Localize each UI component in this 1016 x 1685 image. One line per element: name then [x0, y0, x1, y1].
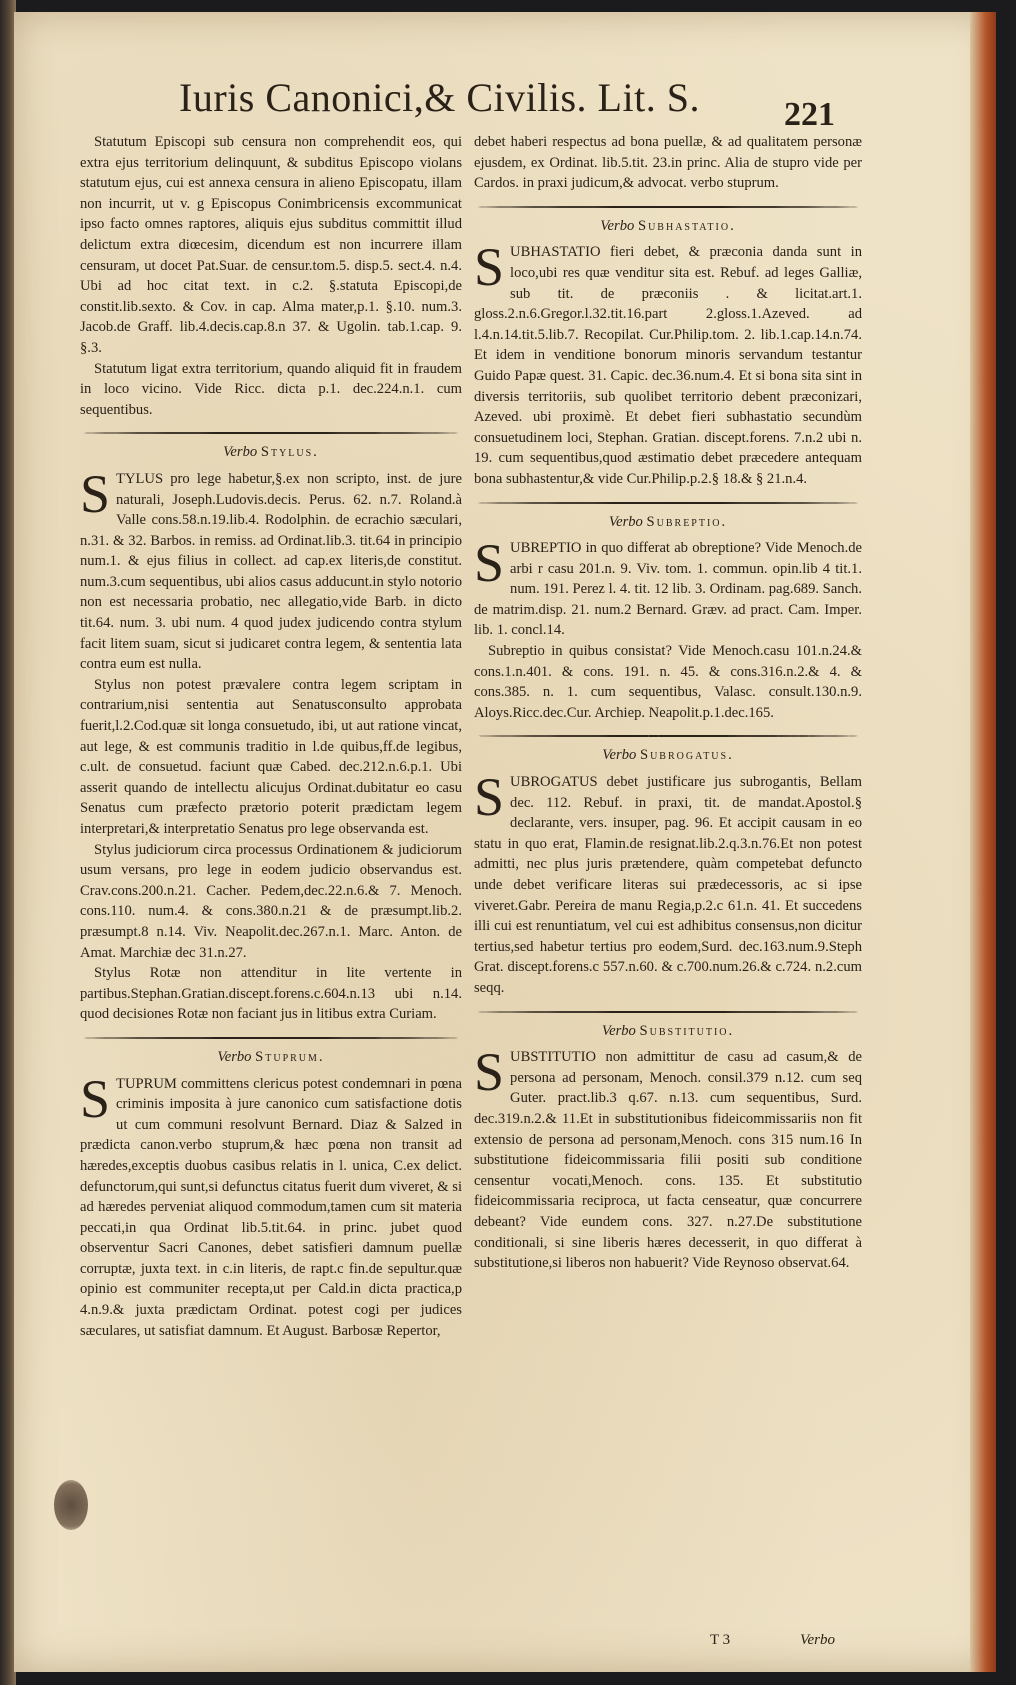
section-divider	[478, 1011, 858, 1013]
paragraph: debet haberi respectus ad bona puellæ, & ad qualitatem personæ ejusdem, ex Ordinat. lib.5.tit. 23.in princ. Alia de stupro vide per Cardos. in praxi judicum,& advocat. verbo stuprum.	[474, 134, 862, 192]
catchword: Verbo	[800, 1632, 835, 1648]
left-column	[80, 132, 462, 1341]
paragraph: Statutum Episcopi sub censura non comprehendit eos, qui extra ejus territorium delinquunt, & subditus Episcopo violans statutum ejus, cui est annexa censura in alieno Episcopatu, illam non incurrit, ut v. g Episcopus Conimbricensis excommunicat ipso facto omnes raptores, aliquis ejus subditus committit illud delictum extra diœcesim, dicendum est non incurrere illam censuram, ut docet Pat.Suar. de censur.tom.5. disp.5. sect.4. n.4. Ubi ad hoc citat text. in c.2. §.statuta Episcopi,de constit.lib.sexto. & Cov. in cap. Alma mater,p.1. §.10. num.3. Jacob.de Graff. lib.4.decis.cap.8.n 37. & Ugolin. tab.1.cap. 9. §.3.	[80, 134, 462, 356]
paragraph: Stylus Rotæ non attenditur in lite vertente in partibus.Stephan.Gratian.discept.forens.c.604.n.13 ubi n.14. quod decisiones Rotæ non faciant jus in litibus extra Curiam.	[80, 965, 462, 1023]
paragraph: SUBHASTATIO fieri debet, & præconia danda sunt in loco,ubi res quæ venditur sita est. Rebuf. ad leges Galliæ, sub tit. de præconiis . & licitat.art.1. gloss.2.n.6.Gregor.l.32.tit.16.part 2.gloss.1.Azeved. ad l.4.n.14.tit.5.lib.7. Recopilat. Cur.Philip.tom. 2. lib.1.cap.14.n.74. Et idem in venditione bonorum minoris servandum testantur Guido Papæ quest. 31. Capic. dec.36.num.4. Et si bona sita sint in diversis territoriis, sub quolibet territorio debent præconizari, Azeved. ubi proximè. Et debet fieri subhastatio secundùm consuetudinem loci, Stephan. Gratian. discept.forens. 7.n.2 ubi n. 19. cum sequentibus,quod æstimatio debet præcedere antequam bona subhastentur,& vide Cur.Philip.p.2.§ 18.& § 21.n.4.	[474, 237, 862, 487]
paragraph: Statutum ligat extra territorium, quando aliquid fit in fraudem in loco vicino. Vide Ricc. dicta p.1. dec.224.n.1. cum sequentibus.	[80, 360, 462, 418]
section-divider	[478, 502, 858, 504]
paragraph: SUBROGATUS debet justificare jus subrogantis, Bellam dec. 112. Rebuf. in praxi, tit. de mandat.Apostol.§ declarante, vers. insuper, pag. 96. Et accipit causam in eo statu in quo erat, Flamin.de resignat.lib.2.q.3.n.76.Et non potest admitti, nec plus juris prætendere, quàm competebat defuncto unde debet verificare literas sui prædecessoris, ac si ipse viveret.Gabr. Pereira de manu Regia,p.2.c 61.n. 41. Et succedens illi cui est renuntiatum, vel cui est adhibitus consensus,non dicitur tertius,sed habetur tertius pro eodem,Surd. dec.163.num.9.Steph Grat. discept.forens.c 557.n.60. & c.700.num.26.& c.724. n.2.cum seqq.	[474, 767, 862, 996]
paragraph: Subreptio in quibus consistat? Vide Menoch.casu 101.n.24.& cons.1.n.401. & cons. 191. n. 45. & cons.316.n.2.& 4. & cons.385. n. 1. cum sequentibus, Valasc. consult.130.n.9. Aloys.Ricc.dec.Cur. Archiep. Neapolit.p.1.dec.165.	[474, 643, 862, 721]
section-divider	[84, 1037, 458, 1039]
drop-cap: S	[80, 1068, 111, 1129]
right-column	[474, 132, 862, 1274]
page-number: 221	[784, 96, 835, 133]
section-heading-substitutio: Verbo Substitutio.	[601, 1022, 735, 1039]
section-heading-subhastatio: Verbo Subhastatio.	[600, 217, 736, 234]
paragraph: STYLUS pro lege habetur,§.ex non scripto, inst. de jure naturali, Joseph.Ludovis.decis. Perus. 62. n.7. Roland.à Valle cons.58.n.19.lib.4. Rodolphin. de ecrachio sæculari, n.31. & 32. Barbos. in remiss. ad Ordinat.lib.3. tit.64 in principio num.1. & ejus filius in collect. ad cap.ex literis,de constitut. num.3.cum sequentibus, ubi alios casus adducunt.in stylo notorio non est necessaria probatio, nec allegatio,vide Barb. in dicto tit.64. num. 3. ubi num. 4 quod judex judicendo contra stylum facit litem suam, sicut si judicaret contra legem, & sententia lata contra eum est nulla.	[80, 463, 462, 673]
paragraph: SUBSTITUTIO non admittitur de casu ad casum,& de persona ad personam, Menoch. consil.379 n.12. cum seq Guter. pract.lib.3 q.67. n.13. cum sequentibus, Surd. dec.319.n.2.& 11.Et in substitutionibus fideicommissariis non fit extensio de persona ad personam,Menoch. cons 315 num.16 In substitutione fideicommissaria filii positi sub conditione censentur vocati,Menoch. cons. 135. Et substitutio fideicommissaria reciproca, ut facta censeatur, quæ concurrere debeant? Vide eundem cons. 327. n.27.De substitutione conditionali, si sine liberis hæres decesserit, in quo differat à substitutione,si liberos non habuerit? Vide Reynoso observat.64.	[474, 1042, 862, 1272]
drop-cap: S	[474, 767, 505, 828]
paragraph: SUBREPTIO in quo differat ab obreptione? Vide Menoch.de arbi r casu 201.n. 9. Viv. tom. 1. commun. opin.lib 4 tit.1. num. 191. Perez l. 4. tit. 12 lib. 3. Ordinam. pag.689. Sanch. de matrim.disp. 21. num.2 Bernard. Græv. ad pract. Cam. Imper. lib. 1. concl.14.	[474, 533, 862, 639]
signature-mark: T 3	[710, 1632, 731, 1648]
paragraph: Stylus non potest prævalere contra legem scriptam in contrarium,nisi sententia aut Senatusconsulto approbata fuerit,l.2.Cod.quæ sit longa consuetudo, ibi, ut aut ratione vincat, aut lege, & est communis traditio in l.de quibus,ff.de legibus, c.ult. de consuetud. faciunt quæ Cabed. dec.212.n.6.p.1. Ubi asserit quando de intellectu alicujus Ordinat.dubitatur eo casu Senatus cum præfecto prætorio poterit prædictam legem interpretari,& interpretatio Senatus pro lege observanda est.	[80, 676, 462, 837]
running-title: Iuris Canonici,& Civilis. Lit. S.	[179, 75, 700, 120]
section-heading-subreptio: Verbo Subreptio.	[608, 513, 728, 530]
drop-cap: S	[474, 533, 505, 594]
drop-cap: S	[474, 1042, 505, 1103]
paragraph: STUPRUM committens clericus potest condemnari in pœna criminis imposita à jure canonico cum satisfactione dotis ut cum communi resolvunt Bernard. Diaz & Salzed in prædicta canon.verbo stuprum,& hæc pœna non transit ad hæredes,exceptis duobus casibus relatis in l. unica, C.ex delict. defunctorum,qui sunt,si defunctus citatus fuerit dum viveret, & si ad hæredes perveniat aliquod commodum,tamen cum sit materia peccati,in qua Ordinat lib.5.tit.64. in princ. jubet quod observentur Sacri Canones, debet satisfieri damnum puellæ corruptæ, juxta text. in c.in literis, de rapt.c fin.de sepultur.quæ opinio est communiter recepta,ut per Cald.in dicta practica,p 4.n.9.& juxta prædictam Ordinat. potest cogi per judices sæculares, ut satisfiat damnum. Et August. Barbosæ Repertor,	[80, 1068, 462, 1339]
section-divider	[478, 206, 858, 208]
section-heading-subrogatus: Verbo Subrogatus.	[602, 747, 734, 764]
ink-stain	[54, 1480, 88, 1530]
drop-cap: S	[80, 463, 111, 524]
section-divider	[478, 735, 858, 737]
drop-cap: S	[474, 237, 505, 298]
page-edge	[970, 12, 996, 1672]
paragraph: Stylus judiciorum circa processus Ordinationem & judiciorum usum versans, pro lege in eodem judicio observandus est. Crav.cons.200.n.21. Cacher. Pedem,dec.22.n.6.& 7. Menoch. cons.110. num.4. & cons.380.n.21 & de præsumpt.lib.2. præsumpt.8 n.14. Viv. Neapolit.dec.267.n.1. Marc. Anton. de Amat. Marchiæ dec 31.n.27.	[80, 841, 462, 961]
section-divider	[84, 432, 458, 434]
book-page	[14, 12, 996, 1672]
section-heading-stuprum: Verbo Stuprum.	[217, 1048, 325, 1065]
section-heading-stylus: Verbo Stylus.	[223, 444, 319, 461]
